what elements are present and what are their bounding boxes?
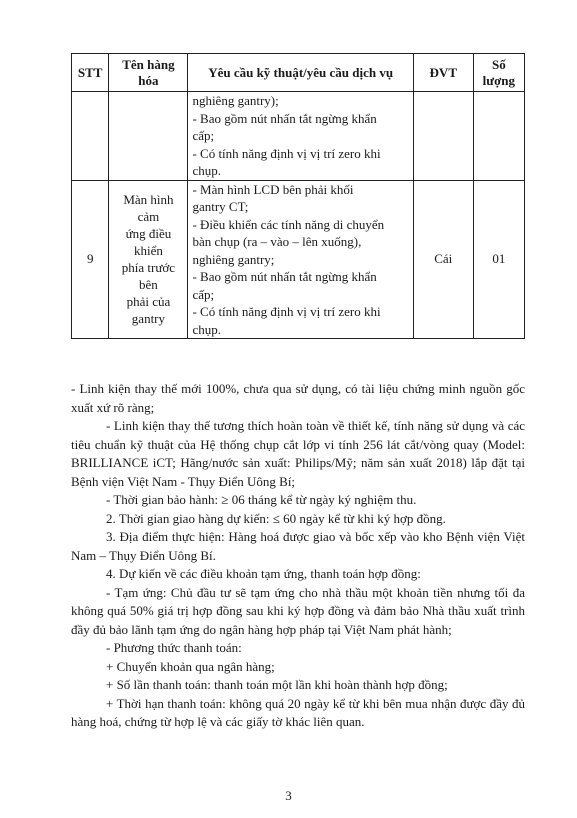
- paragraph-location: 3. Địa điểm thực hiện: Hàng hoá được giao và bốc xếp vào kho Bệnh viện Việt Nam – Thụy Điển Uông Bí.: [71, 529, 525, 563]
- paragraph-payment-method: - Phương thức thanh toán:: [106, 640, 242, 655]
- cell-unit: Cái: [413, 180, 473, 339]
- paragraph-advance: - Tạm ứng: Chủ đầu tư sẽ tạm ứng cho nhà thầu một khoản tiền nhưng tối đa không quá 50% giá trị hợp đồng sau khi ký hợp đồng và đảm bảo Nhà thầu xuất trình đầy đủ bảo lãnh tạm ứng do ngân hàng hợp pháp tại Việt Nam phát hành;: [71, 584, 525, 637]
- paragraph-compatibility: - Linh kiện thay thế tương thích hoàn toàn về thiết kế, tính năng sử dụng và các tiêu chuẩn kỹ thuật của Hệ thống chụp cắt lớp vi tính 256 lát cắt/vòng quay (Model: BRILLIANCE iCT; Hãng/nước sản xuất: Philips/Mỹ; năm sản xuất 2018) lắp đặt tại Bệnh viện Việt Nam - Thụy Điển Uông Bí;: [71, 418, 525, 489]
- paragraph-payment-deadline: + Thời hạn thanh toán: không quá 20 ngày kể từ khi bên mua nhận được đầy đủ hàng hoá, chứng từ hợp lệ và các giấy tờ khác liên quan.: [71, 695, 525, 729]
- header-name: Tên hàng hóa: [109, 54, 188, 92]
- paragraph-warranty: - Thời gian bảo hành: ≥ 06 tháng kể từ ngày ký nghiệm thu.: [106, 492, 417, 507]
- paragraph-bank-transfer: + Chuyển khoản qua ngân hàng;: [106, 658, 275, 674]
- table-row-continuation: [72, 92, 525, 181]
- paragraph-delivery-time: 2. Thời gian giao hàng dự kiến: ≤ 60 ngày kể từ khi ký hợp đồng.: [106, 510, 446, 526]
- header-unit: ĐVT: [413, 54, 473, 92]
- header-stt: STT: [72, 54, 109, 92]
- table-row-9: [72, 180, 525, 339]
- cell-stt: 9: [72, 180, 109, 339]
- cell-unit-empty: [413, 92, 473, 181]
- document-body: [71, 380, 525, 732]
- paragraph-new-parts: - Linh kiện thay thế mới 100%, chưa qua sử dụng, có tài liệu chứng minh nguồn gốc xuất xứ rõ ràng;: [71, 381, 525, 415]
- cell-stt-empty: [72, 92, 109, 181]
- cell-qty-empty: [473, 92, 524, 181]
- header-requirements: Yêu cầu kỹ thuật/yêu cầu dịch vụ: [188, 54, 413, 92]
- cell-requirements-continued: nghiêng gantry); - Bao gồm nút nhấn tắt ngừng khẩn cấp; - Có tính năng định vị vị trí zero khi chụp.: [188, 92, 413, 181]
- cell-quantity: 01: [473, 180, 524, 339]
- cell-item-name: Màn hình cảm ứng điều khiển phía trước bên phải của gantry: [109, 180, 188, 339]
- cell-name-empty: [109, 92, 188, 181]
- paragraph-payment-count: + Số lần thanh toán: thanh toán một lần khi hoàn thành hợp đồng;: [106, 677, 448, 692]
- header-quantity: Số lượng: [473, 54, 524, 92]
- page-number: 3: [285, 788, 292, 803]
- paragraph-payment-terms-heading: 4. Dự kiến về các điều khoản tạm ứng, thanh toán hợp đồng:: [106, 566, 421, 581]
- table-header-row: [72, 54, 525, 92]
- cell-requirements: - Màn hình LCD bên phải khối gantry CT; - Điều khiển các tính năng di chuyển bàn chụp (ra – vào – lên xuống), nghiêng gantry; - Bao gồm nút nhấn tắt ngừng khẩn cấp; - Có tính năng định vị vị trí zero khi chụp.: [188, 180, 413, 339]
- spec-table: [71, 53, 525, 339]
